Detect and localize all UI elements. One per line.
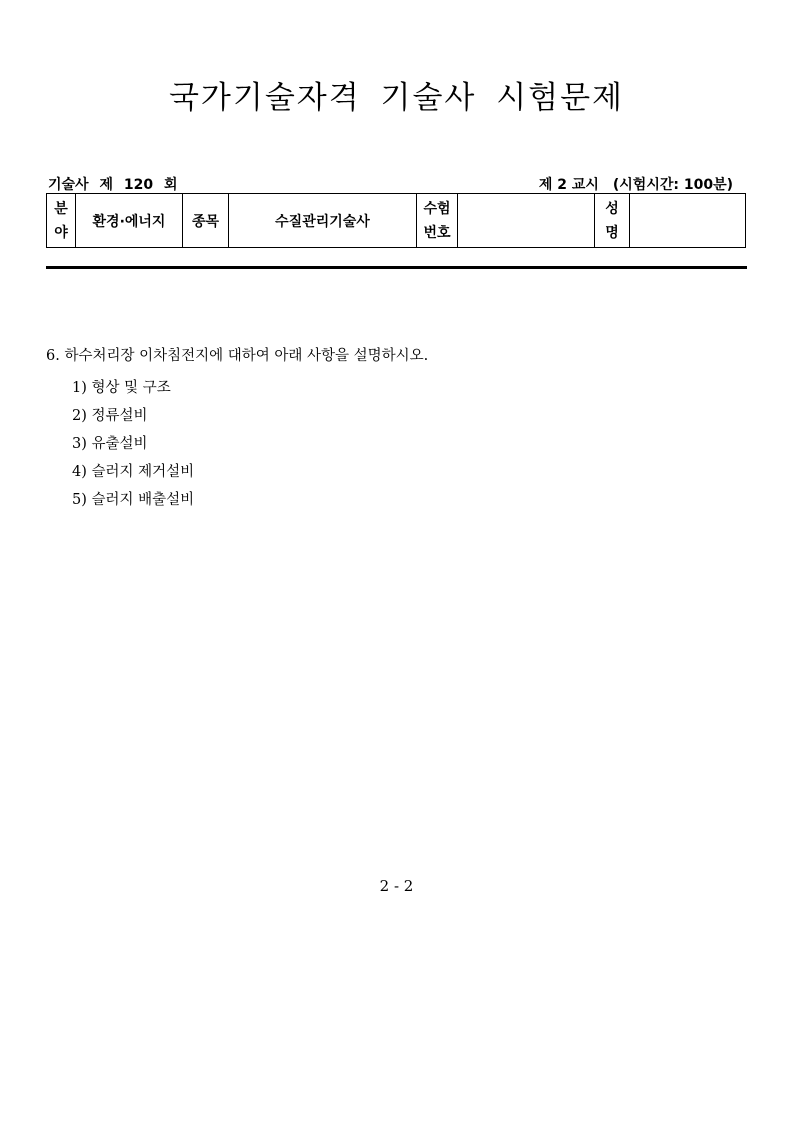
question-items — [72, 378, 194, 518]
exam-round: 기술사 제 120 회 — [48, 177, 178, 193]
session-info — [539, 174, 733, 194]
list-item: 3) 유출설비 — [72, 436, 148, 452]
name-label-top: 성 — [605, 200, 619, 217]
exam-no-label-bottom: 번호 — [423, 224, 451, 241]
field-label-top: 분 — [54, 200, 68, 217]
exam-no-label-cell — [417, 194, 458, 248]
exam-time: (시험시간: 100분) — [612, 177, 733, 193]
exam-no-value — [458, 194, 595, 248]
document-title: 국가기술자격 기술사 시험문제 — [168, 80, 624, 116]
exam-no-label-top: 수험 — [423, 200, 451, 217]
list-item: 1) 형상 및 구조 — [72, 380, 171, 396]
list-item: 4) 슬러지 제거설비 — [72, 464, 195, 480]
name-label-cell — [595, 194, 630, 248]
question-text: 6. 하수처리장 이차침전지에 대하여 아래 사항을 설명하시오. — [46, 348, 429, 364]
name-label-bottom: 명 — [605, 224, 619, 241]
field-label-cell — [47, 194, 76, 248]
exam-info-table — [46, 193, 746, 248]
list-item: 5) 슬러지 배출설비 — [72, 492, 195, 508]
list-item: 2) 정류설비 — [72, 408, 148, 424]
header-divider — [46, 266, 747, 269]
field-label-bottom: 야 — [54, 224, 68, 241]
type-label: 종목 — [183, 194, 229, 248]
page-number: 2 - 2 — [379, 877, 414, 895]
type-value: 수질관리기술사 — [229, 194, 417, 248]
session-label: 제 2 교시 — [538, 177, 599, 193]
name-value — [630, 194, 746, 248]
field-value: 환경·에너지 — [76, 194, 183, 248]
